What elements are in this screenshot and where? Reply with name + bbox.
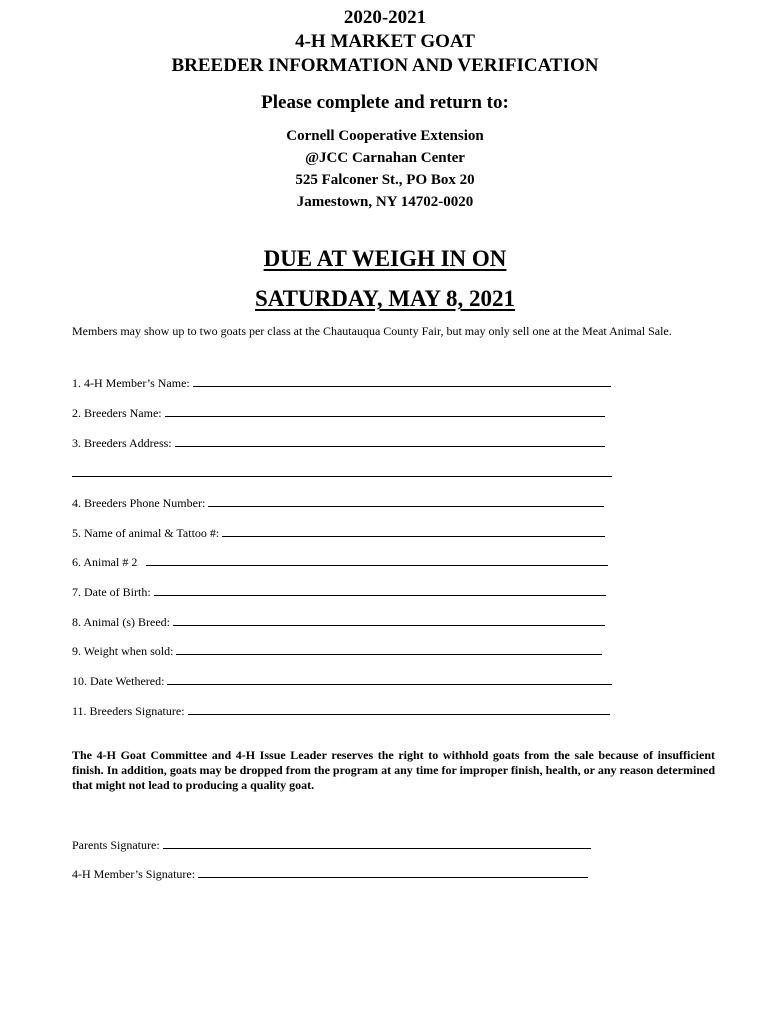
animal-2-line[interactable] xyxy=(146,555,608,566)
committee-disclaimer: The 4-H Goat Committee and 4-H Issue Leader reserves the right to withhold goats from the sale because of insufficient finish. In addition, goats may be dropped from the program at any time for improper finish, health, or any reason determined that might not lead to producing a quality goat. xyxy=(72,748,715,792)
form-title: BREEDER INFORMATION AND VERIFICATION xyxy=(171,55,599,76)
date-wethered-line[interactable] xyxy=(167,674,612,685)
breeder-signature-field[interactable] xyxy=(72,704,610,719)
due-line-2: SATURDAY, MAY 8, 2021 xyxy=(254,286,516,311)
member-signature-field[interactable] xyxy=(72,867,588,882)
animal-tattoo-field[interactable] xyxy=(72,526,605,541)
member-signature-label: 4-H Member’s Signature: xyxy=(72,867,196,881)
member-signature-line[interactable] xyxy=(198,867,588,878)
fair-note: Members may show up to two goats per class at the Chautauqua County Fair, but may only sell one at the Meat Animal Sale. xyxy=(72,324,672,338)
breeder-address-line[interactable] xyxy=(175,436,605,447)
breed-label: 8. Animal (s) Breed: xyxy=(72,615,170,629)
due-line-1: DUE AT WEIGH IN ON xyxy=(263,246,507,271)
animal-tattoo-label: 5. Name of animal & Tattoo #: xyxy=(72,526,220,540)
parents-signature-line[interactable] xyxy=(163,838,591,849)
return-prompt: Please complete and return to: xyxy=(261,92,509,113)
date-wethered-field[interactable] xyxy=(72,674,612,689)
member-name-field[interactable] xyxy=(72,376,611,391)
animal-2-label: 6. Animal # 2 xyxy=(72,555,138,569)
address-city: Jamestown, NY 14702-0020 xyxy=(296,194,474,210)
member-name-label: 1. 4-H Member’s Name: xyxy=(72,376,190,390)
address-center: @JCC Carnahan Center xyxy=(305,150,465,166)
breeder-phone-label: 4. Breeders Phone Number: xyxy=(72,496,206,510)
breeder-name-line[interactable] xyxy=(165,406,605,417)
form-program: 4-H MARKET GOAT xyxy=(295,31,475,52)
dob-label: 7. Date of Birth: xyxy=(72,585,151,599)
animal-2-field[interactable] xyxy=(72,555,608,570)
dob-field[interactable] xyxy=(72,585,606,600)
member-name-line[interactable] xyxy=(193,376,611,387)
parents-signature-field[interactable] xyxy=(72,838,591,853)
date-wethered-label: 10. Date Wethered: xyxy=(72,674,165,688)
breeder-address-field[interactable] xyxy=(72,436,605,451)
breeder-signature-label: 11. Breeders Signature: xyxy=(72,704,185,718)
breeder-phone-line[interactable] xyxy=(208,496,604,507)
dob-line[interactable] xyxy=(154,585,606,596)
breeder-signature-line[interactable] xyxy=(188,704,610,715)
breed-field[interactable] xyxy=(72,615,605,630)
breeder-address-line-2-rule[interactable] xyxy=(72,466,612,477)
breeder-address-label: 3. Breeders Address: xyxy=(72,436,172,450)
weight-line[interactable] xyxy=(176,644,602,655)
address-street: 525 Falconer St., PO Box 20 xyxy=(295,172,475,188)
form-year: 2020-2021 xyxy=(343,7,427,28)
breeder-name-field[interactable] xyxy=(72,406,605,421)
parents-signature-label: Parents Signature: xyxy=(72,838,160,852)
animal-tattoo-line[interactable] xyxy=(222,526,605,537)
weight-label: 9. Weight when sold: xyxy=(72,644,174,658)
breeder-address-line-2[interactable] xyxy=(72,466,612,481)
address-org: Cornell Cooperative Extension xyxy=(286,128,484,144)
breed-line[interactable] xyxy=(173,615,605,626)
weight-field[interactable] xyxy=(72,644,602,659)
breeder-phone-field[interactable] xyxy=(72,496,604,511)
breeder-name-label: 2. Breeders Name: xyxy=(72,406,162,420)
